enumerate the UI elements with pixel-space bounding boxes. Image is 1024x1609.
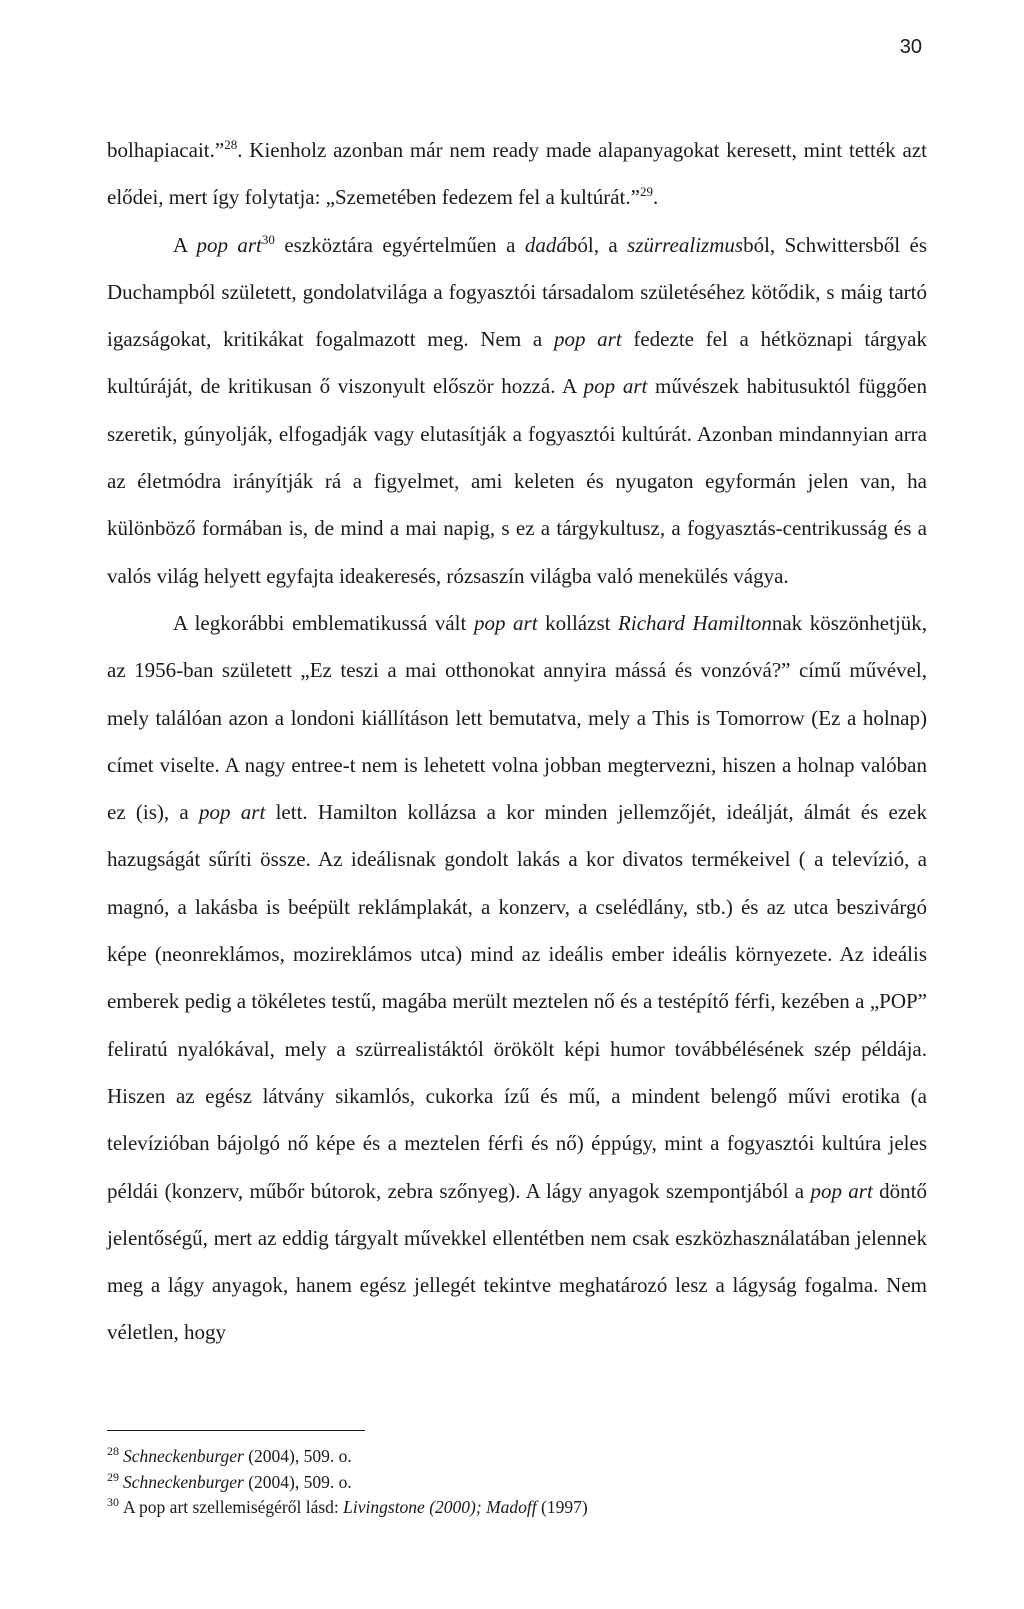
paragraph-3: A legkorábbi emblematikussá vált pop art kollázst Richard Hamiltonnak köszönhetjük, az 1956-ban született „Ez teszi a mai otthonokat annyira mássá és vonzóvá?” című művével, mely találóan azon a londoni kiállításon lett bemutatva, mely a This is Tomorrow (Ez a holnap) címet viselte. A nagy entree-t nem is lehetett volna jobban megtervezni, hiszen a holnap valóban ez (is), a pop art lett. Hamilton kollázsa a kor minden jellemzőjét, ideálját, álmát és ezek hazugságát sűríti össze. Az ideálisnak gondolt lakás a kor divatos termékeivel ( a televízió, a magnó, a lakásba is beépült reklámplakát, a konzerv, a cselédlány, stb.) és az utca beszivárgó képe (neonreklámos, mozireklámos utca) mind az ideális ember ideális környezete. Az ideális emberek pedig a tökéletes testű, magába merült meztelen nő és a testépítő férfi, kezében a „POP” feliratú nyalókával, mely a szürrealistáktól örökölt képi humor továbbélésének szép példája. Hiszen az egész látvány sikamlós, cukorka ízű és mű, a mindent belengő művi erotika (a televízióban bájolgó nő képe és a meztelen férfi és nő) éppúgy, mint a fogyasztói kultúra jeles példái (konzerv, műbőr bútorok, zebra szőnyeg). A lágy anyagok szempontjából a pop art döntő jelentőségű, mert az eddig tárgyalt művekkel ellentétben nem csak eszközhasználatában jelennek meg a lágy anyagok, hanem egész jellegét tekintve meghatározó lesz a lágyság fogalma. Nem véletlen, hogy — [107, 610, 927, 1345]
footnote-ref-30[interactable]: 30 — [261, 231, 275, 247]
italic-term: dadá — [524, 232, 567, 257]
italic-name: Richard Hamilton — [618, 610, 772, 635]
footnotes — [107, 1444, 927, 1521]
page-number: 30 — [899, 36, 922, 58]
footnote-28: $^{28}$ Schneckenburger (2004), 509. o. — [107, 1444, 352, 1466]
italic-term: pop art — [473, 610, 538, 635]
footnote-ref-28[interactable]: 28 — [224, 137, 238, 152]
footnote-29: $^{29}$ Schneckenburger (2004), 509. o. — [107, 1469, 352, 1492]
italic-term: pop art — [196, 232, 262, 257]
paragraph-2: A pop art$^{30}$ eszköztára egyértelműen a dadából, a szürrealizmusból, Schwittersből és Duchampból született, gondolatvilága a fogyasztói társadalom születéséhez kötődik, s máig tartó igazságokat, kritikákat fogalmazott meg. Nem a pop art fedezte fel a hétköznapi tárgyak kultúráját, de kritikusan ő viszonyult először hozzá. A pop art művészek habitusuktól függően szeretik, gúnyolják, elfogadják vagy elutasítják a fogyasztói kultúrát. Azonban mindannyian arra az életmódra irányítják rá a figyelmet, ami keleten és nyugaton egyformán jelen van, ha különböző formában is, de mind a mai napig, s ez a tárgykultusz, a fogyasztás-centrikusság és a valós világ helyett egyfajta ideakeresés, rózsaszín világba való menekülés vágya. — [107, 231, 927, 588]
footnote-divider — [107, 1430, 365, 1431]
italic-term: szürrealizmus — [627, 232, 744, 257]
footnote-30: $^{30}$ A pop art szellemiségéről lásd: Livingstone (2000); Madoff (1997) — [107, 1495, 588, 1517]
italic-term: pop art — [583, 374, 648, 399]
italic-term: pop art — [199, 800, 266, 825]
footnote-ref-29[interactable]: 29 — [639, 184, 653, 200]
italic-term: pop art — [810, 1178, 873, 1203]
italic-term: pop art — [553, 327, 622, 352]
paragraph-1: bolhapiacait.”$^{28}$. Kienholz azonban már nem ready made alapanyagokat keresett, mint tették azt elődei, mert így folytatja: „Szemetében fedezem fel a kultúrát.”$^{29}$. — [107, 137, 927, 210]
body-text — [107, 127, 927, 1357]
